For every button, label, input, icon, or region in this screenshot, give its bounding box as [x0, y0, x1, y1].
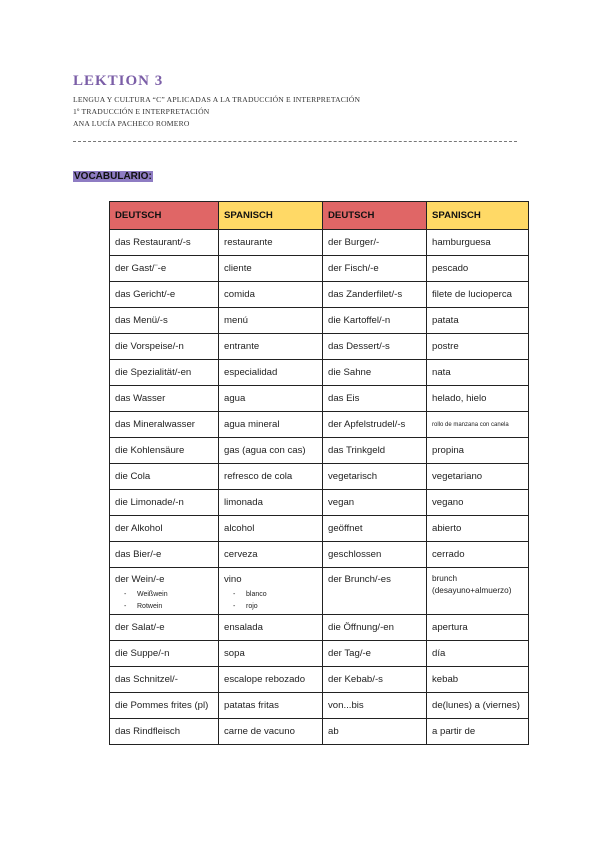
cell-de: der Alkohol [110, 516, 219, 542]
cell-de: das Trinkgeld [323, 438, 427, 464]
cell-es: especialidad [219, 360, 323, 386]
header-deutsch: DEUTSCH [323, 202, 427, 230]
cell-es: pescado [427, 256, 529, 282]
cell-de: der Burger/- [323, 230, 427, 256]
table-row [110, 667, 529, 693]
table-row [110, 386, 529, 412]
course-year: 1º TRADUCCIÓN E INTERPRETACIÓN [73, 107, 210, 116]
vocabulary-table [109, 201, 529, 745]
divider [73, 141, 517, 142]
cell-es: hamburguesa [427, 230, 529, 256]
cell-de: der Fisch/-e [323, 256, 427, 282]
cell-es: patatas fritas [219, 693, 323, 719]
cell-es: refresco de cola [219, 464, 323, 490]
cell-es: abierto [427, 516, 529, 542]
cell-es: comida [219, 282, 323, 308]
cell-es: alcohol [219, 516, 323, 542]
cell-es: menú [219, 308, 323, 334]
wein-sublist [115, 589, 213, 613]
cell-de: das Zanderfilet/-s [323, 282, 427, 308]
cell-es: cliente [219, 256, 323, 282]
cell-es: carne de vacuno [219, 719, 323, 745]
brunch-note: (desayuno+almuerzo) [432, 586, 512, 595]
wein-label: der Wein/-e [115, 574, 165, 585]
cell-de [110, 568, 219, 615]
cell-es: nata [427, 360, 529, 386]
cell-es: cerrado [427, 542, 529, 568]
cell-es: rollo de manzana con canela [427, 412, 529, 438]
table-row [110, 615, 529, 641]
cell-de: das Menü/-s [110, 308, 219, 334]
cell-es: sopa [219, 641, 323, 667]
cell-de: die Kartoffel/-n [323, 308, 427, 334]
table-row [110, 542, 529, 568]
cell-de: das Wasser [110, 386, 219, 412]
cell-de: der Kebab/-s [323, 667, 427, 693]
table-row [110, 641, 529, 667]
cell-es: kebab [427, 667, 529, 693]
cell-es: vegetariano [427, 464, 529, 490]
list-item: - Rotwein [137, 601, 213, 613]
cell-es: agua [219, 386, 323, 412]
section-heading: VOCABULARIO: [74, 171, 152, 182]
cell-de: die Cola [110, 464, 219, 490]
cell-es: patata [427, 308, 529, 334]
table-row [110, 438, 529, 464]
page-title: LEKTION 3 [73, 73, 164, 89]
vino-label: vino [224, 574, 242, 585]
table-row [110, 516, 529, 542]
cell-de: der Apfelstrudel/-s [323, 412, 427, 438]
cell-de: das Restaurant/-s [110, 230, 219, 256]
cell-es: cerveza [219, 542, 323, 568]
cell-de: die Vorspeise/-n [110, 334, 219, 360]
header-spanisch: SPANISCH [219, 202, 323, 230]
cell-de: der Tag/-e [323, 641, 427, 667]
cell-de: das Dessert/-s [323, 334, 427, 360]
brunch-label: brunch [432, 574, 458, 583]
author-name: ANA LUCÍA PACHECO ROMERO [73, 119, 190, 128]
cell-de: vegetarisch [323, 464, 427, 490]
cell-de: die Pommes frites (pl) [110, 693, 219, 719]
cell-es: helado, hielo [427, 386, 529, 412]
cell-de: ab [323, 719, 427, 745]
cell-de: die Limonade/-n [110, 490, 219, 516]
course-name: LENGUA Y CULTURA “C” APLICADAS A LA TRADUCCIÓN E INTERPRETACIÓN [73, 95, 361, 104]
table-row [110, 719, 529, 745]
cell-es: día [427, 641, 529, 667]
table-row [110, 464, 529, 490]
cell-es: escalope rebozado [219, 667, 323, 693]
cell-de: der Brunch/-es [323, 568, 427, 615]
table-row [110, 308, 529, 334]
cell-es: limonada [219, 490, 323, 516]
cell-es: ensalada [219, 615, 323, 641]
cell-es: restaurante [219, 230, 323, 256]
list-item: - blanco [246, 589, 317, 601]
cell-de: vegan [323, 490, 427, 516]
cell-de: von...bis [323, 693, 427, 719]
cell-de: die Spezialität/-en [110, 360, 219, 386]
cell-es: entrante [219, 334, 323, 360]
cell-es: vegano [427, 490, 529, 516]
header-deutsch: DEUTSCH [110, 202, 219, 230]
cell-es: apertura [427, 615, 529, 641]
cell-de: die Kohlensäure [110, 438, 219, 464]
table-row [110, 412, 529, 438]
cell-es: a partir de [427, 719, 529, 745]
cell-de: der Salat/-e [110, 615, 219, 641]
cell-es [219, 568, 323, 615]
cell-de: der Gast/¨-e [110, 256, 219, 282]
cell-de: die Öffnung/-en [323, 615, 427, 641]
vino-sublist [224, 589, 317, 613]
header-spanisch: SPANISCH [427, 202, 529, 230]
table-row [110, 334, 529, 360]
table-row [110, 256, 529, 282]
list-item: - rojo [246, 601, 317, 613]
table-row [110, 693, 529, 719]
cell-de: das Mineralwasser [110, 412, 219, 438]
cell-es: de(lunes) a (viernes) [427, 693, 529, 719]
cell-de: das Gericht/-e [110, 282, 219, 308]
table-header-row [110, 202, 529, 230]
cell-de: geöffnet [323, 516, 427, 542]
table-row [110, 230, 529, 256]
cell-es: gas (agua con cas) [219, 438, 323, 464]
cell-de: die Sahne [323, 360, 427, 386]
cell-de: die Suppe/-n [110, 641, 219, 667]
table-row [110, 490, 529, 516]
cell-de: das Schnitzel/- [110, 667, 219, 693]
cell-es: agua mineral [219, 412, 323, 438]
cell-es: filete de lucioperca [427, 282, 529, 308]
cell-de: das Bier/-e [110, 542, 219, 568]
list-item: - Weißwein [137, 589, 213, 601]
table-row [110, 360, 529, 386]
cell-de: das Eis [323, 386, 427, 412]
cell-de: das Rindfleisch [110, 719, 219, 745]
cell-es: propina [427, 438, 529, 464]
cell-de: geschlossen [323, 542, 427, 568]
table-row [110, 568, 529, 615]
cell-es: postre [427, 334, 529, 360]
table-row [110, 282, 529, 308]
cell-es [427, 568, 529, 615]
